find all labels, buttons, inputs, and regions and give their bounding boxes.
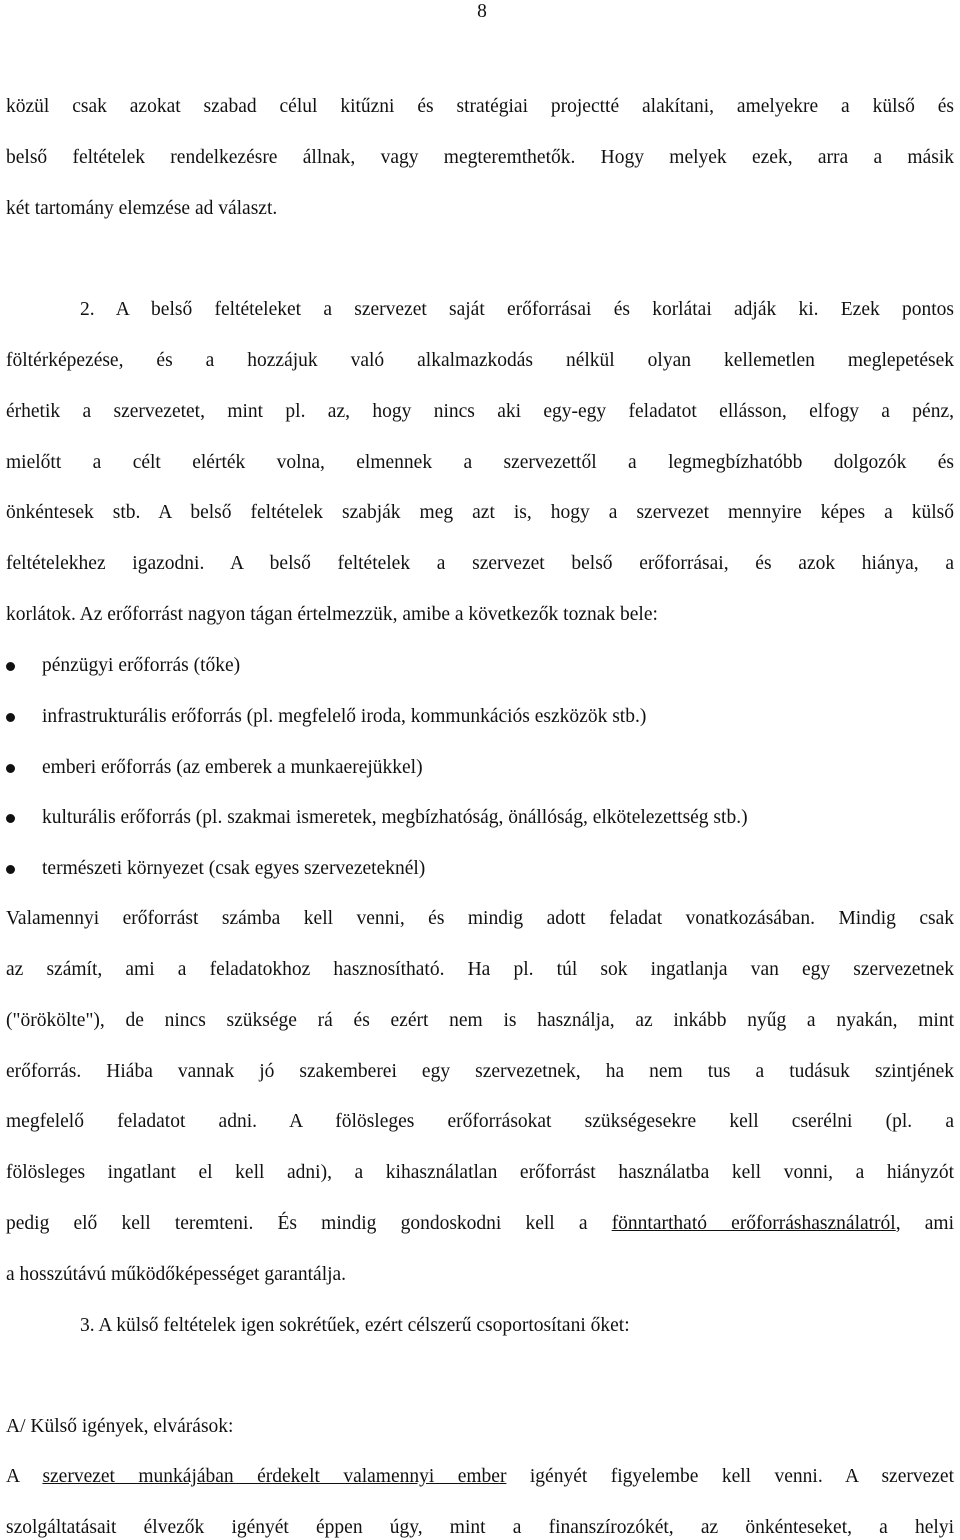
text-line: két tartomány elemzése ad választ. [6, 198, 278, 219]
text-line: belső feltételek rendelkezésre állnak, vagy megteremthetők. Hogy melyek ezek, arra a másik [6, 147, 954, 168]
bullet-icon [6, 814, 15, 823]
section-2-heading: 2. A belső feltételeket a szervezet saját erőforrásai és korlátai adják ki. Ezek pontos [80, 299, 954, 320]
text-span: , ami [895, 1213, 955, 1234]
text-line: a hosszútávú működőképességet garantálja. [6, 1264, 347, 1285]
page-number: 8 [477, 1, 487, 22]
underlined-phrase: szervezet munkájában érdekelt valamennyi ember [42, 1466, 507, 1487]
underlined-phrase: fönntartható erőforráshasználatról [611, 1213, 896, 1234]
text-line: szolgáltatásait élvezők igényét éppen úgy, mint a finanszírozókét, az önkénteseket, a helyi [6, 1517, 954, 1538]
text-line [6, 1465, 954, 1489]
text-line: közül csak azokat szabad célul kitűzni és stratégiai projectté alakítani, amelyekre a külső és [6, 96, 954, 117]
text-line: Valamennyi erőforrást számba kell venni, és mindig adott feladat vonatkozásában. Mindig csak [6, 908, 954, 929]
list-item-text: kulturális erőforrás (pl. szakmai ismeretek, megbízhatóság, önállóság, elkötelezettség stb.) [42, 807, 748, 828]
bullet-icon [6, 713, 15, 722]
text-line: ("örökölte"), de nincs szüksége rá és ezért nem is használja, az inkább nyűg a nyakán, mint [6, 1010, 954, 1031]
section-3-heading: 3. A külső feltételek igen sokrétűek, ezért célszerű csoportosítani őket: [80, 1315, 630, 1336]
list-item-text: emberi erőforrás (az emberek a munkaerejükkel) [42, 757, 423, 778]
list-item-text: természeti környezet (csak egyes szervezeteknél) [42, 858, 426, 879]
text-line: mielőtt a célt elérték volna, elmennek a szervezettől a legmegbízhatóbb dolgozók és [6, 452, 954, 473]
list-item-text: infrastrukturális erőforrás (pl. megfelelő iroda, kommunkációs eszközök stb.) [42, 706, 647, 727]
text-span: pedig elő kell teremteni. És mindig gondoskodni kell a [6, 1213, 612, 1234]
text-line: az számít, ami a feladatokhoz hasznosítható. Ha pl. túl sok ingatlanja van egy szervezetnek [6, 959, 954, 980]
text-line: érhetik a szervezetet, mint pl. az, hogy nincs aki egy-egy feladatot ellásson, elfogy a pénz, [6, 401, 954, 422]
text-line: erőforrás. Hiába vannak jó szakemberei egy szervezetnek, ha nem tus a tudásuk szintjének [6, 1061, 954, 1082]
bullet-icon [6, 662, 15, 671]
bullet-icon [6, 764, 15, 773]
text-line: föltérképezése, és a hozzájuk való alkalmazkodás nélkül olyan kellemetlen meglepetések [6, 350, 954, 371]
list-item-text: pénzügyi erőforrás (tőke) [42, 655, 241, 676]
subsection-a-heading: A/ Külső igények, elvárások: [6, 1416, 234, 1437]
text-line: feltételekhez igazodni. A belső feltételek a szervezet belső erőforrásai, és azok hiánya, a [6, 553, 954, 574]
text-line: megfelelő feladatot adni. A fölösleges erőforrásokat szükségesekre kell cserélni (pl. a [6, 1111, 954, 1132]
text-line: önkéntesek stb. A belső feltételek szabják meg azt is, hogy a szervezet mennyire képes a külső [6, 502, 954, 523]
text-span: A [6, 1466, 43, 1487]
text-span: igényét figyelembe kell venni. A szervezet [506, 1466, 954, 1487]
bullet-icon [6, 865, 15, 874]
text-line: fölösleges ingatlant el kell adni), a kihasználatlan erőforrást használatba kell vonni, a hiányzót [6, 1162, 954, 1183]
text-line: korlátok. Az erőforrást nagyon tágan értelmezzük, amibe a következők toznak bele: [6, 604, 658, 625]
text-line [6, 1212, 954, 1236]
